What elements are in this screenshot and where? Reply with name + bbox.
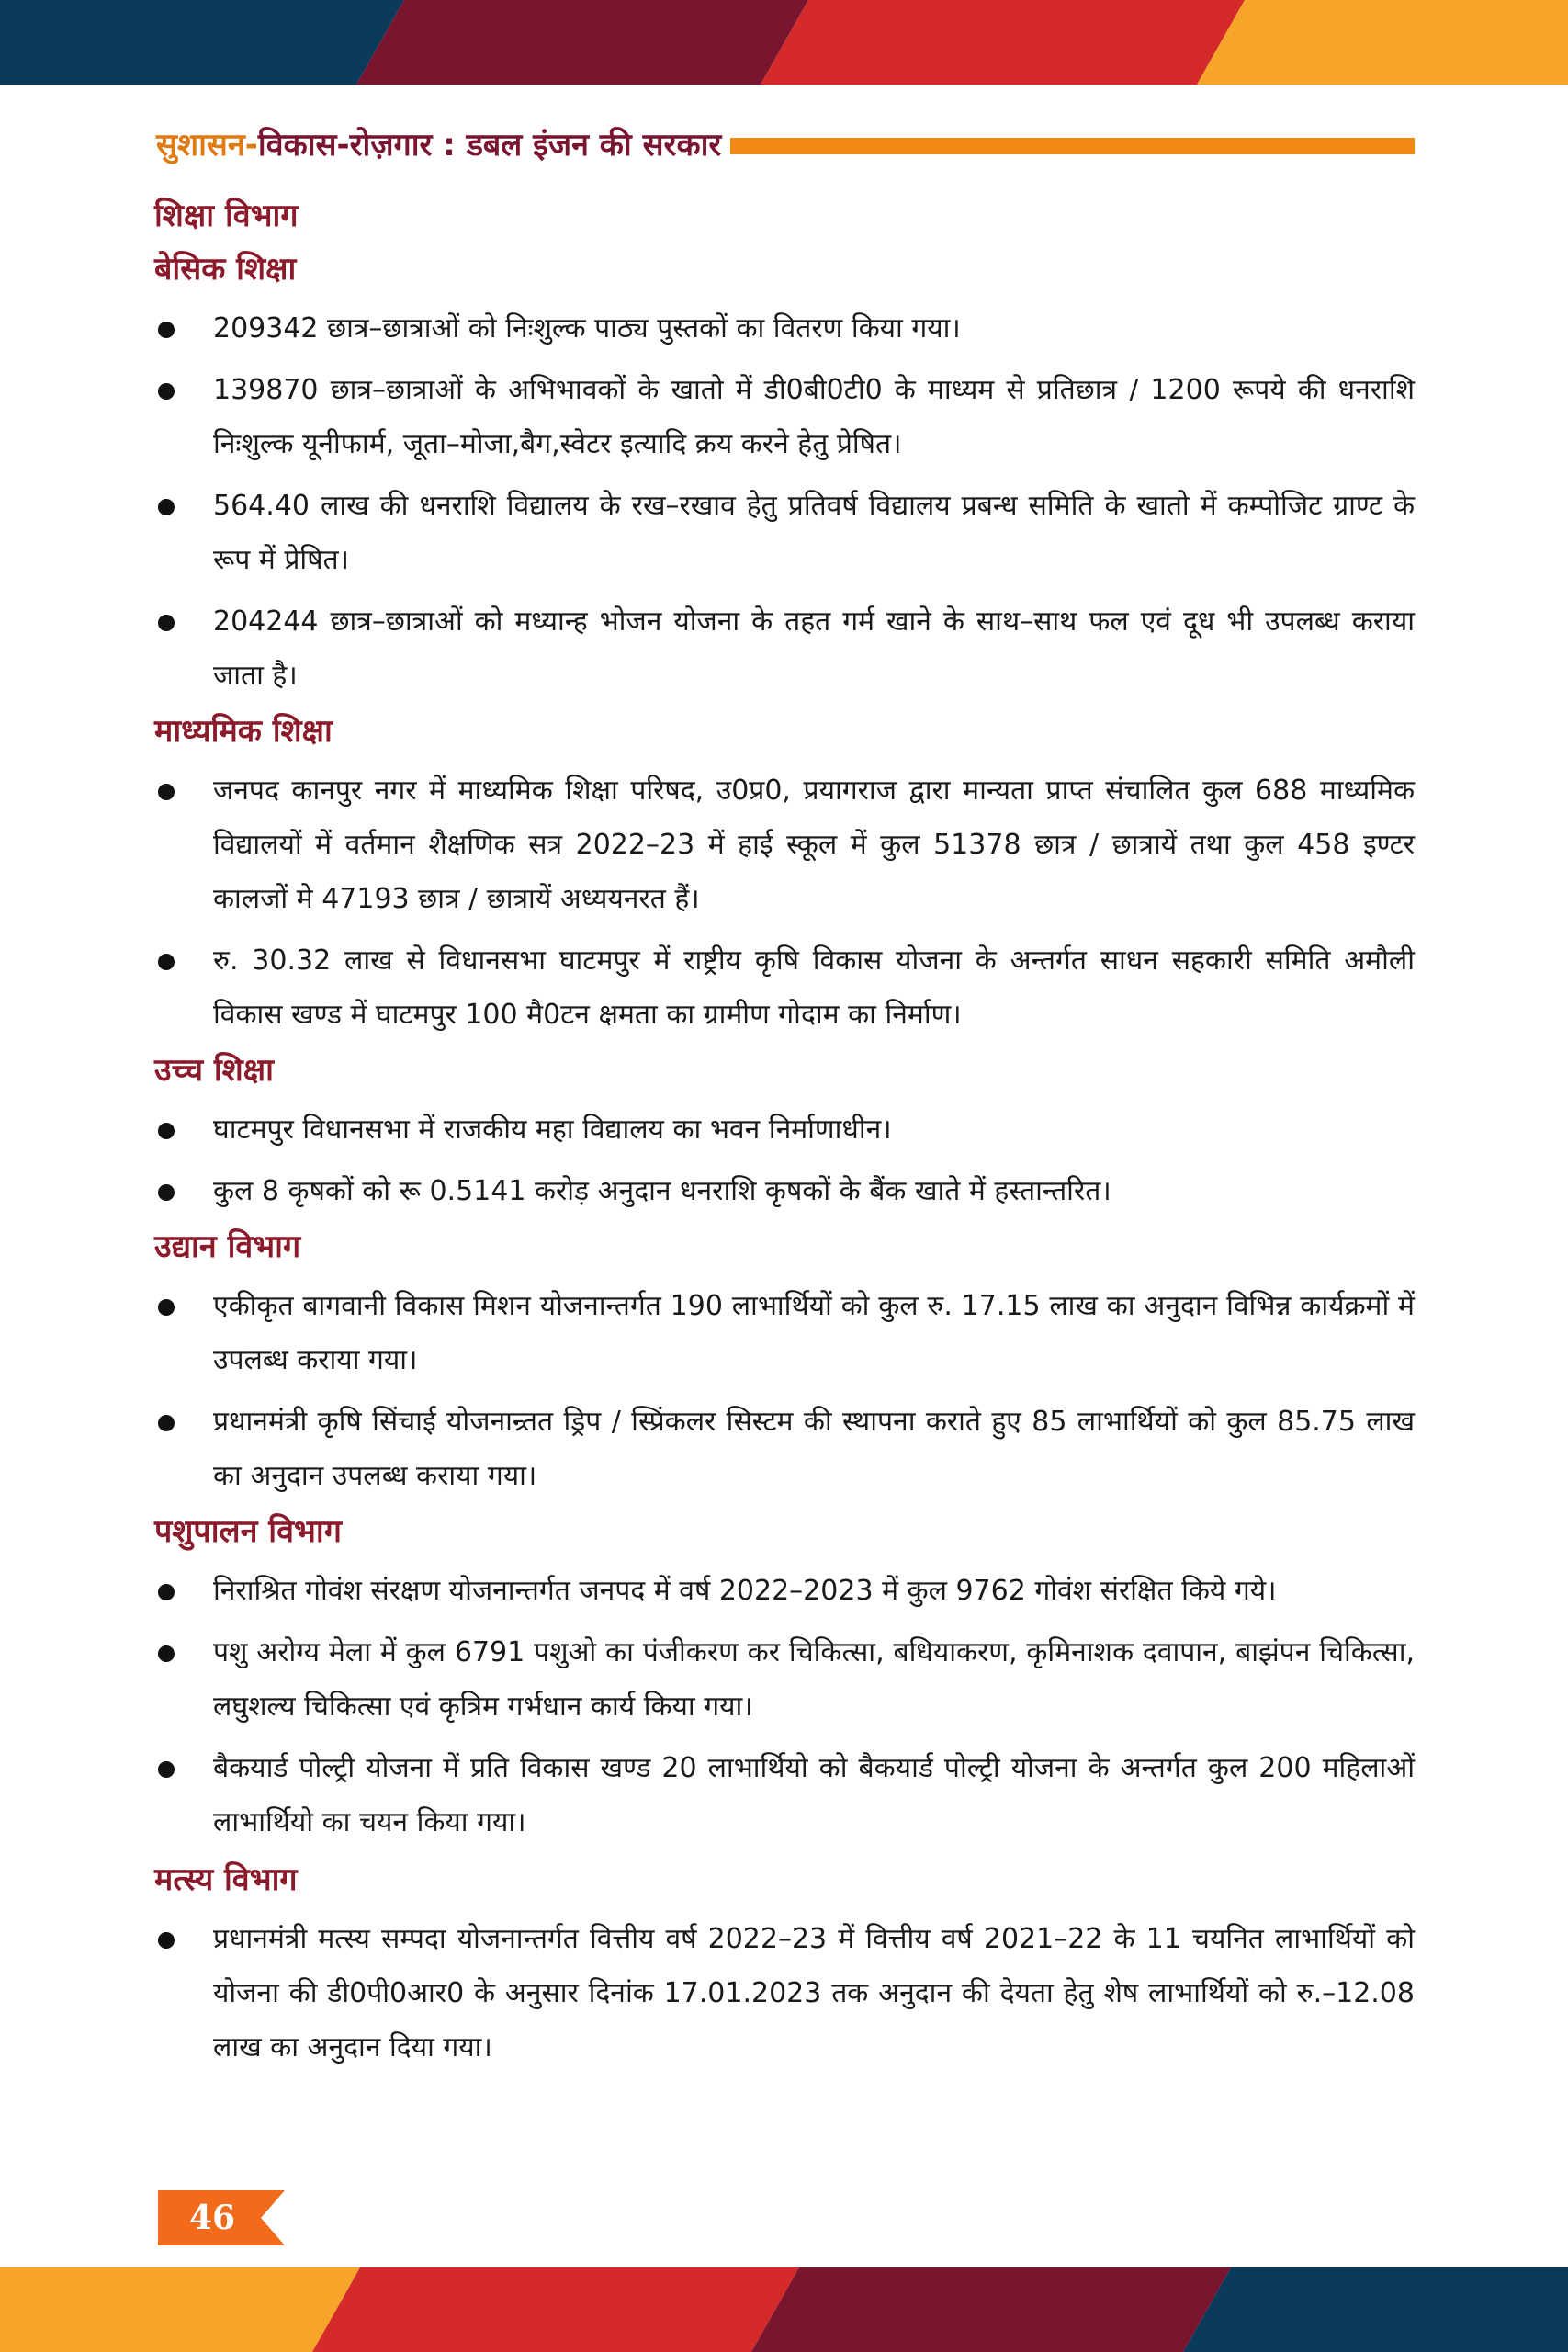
running-header <box>156 125 1415 165</box>
list-item: निराश्रित गोवंश संरक्षण योजनान्तर्गत जनपद में वर्ष 2022–2023 में कुल 9762 गोवंश संरक्षित किये गये। <box>154 1564 1415 1618</box>
section-heading-animal-husbandry: पशुपालन विभाग <box>154 1513 342 1550</box>
animal-husbandry-list <box>154 1564 1415 1849</box>
list-item: घाटमपुर विधानसभा में राजकीय महा विद्यालय का भवन निर्माणाधीन। <box>154 1102 1415 1157</box>
secondary-education-list <box>154 763 1415 1042</box>
list-item: 204244 छात्र–छात्राओं को मध्यान्ह भोजन योजना के तहत गर्म खाने के साथ–साथ फल एवं दूध भी उपलब्ध कराया जाता है। <box>154 594 1415 703</box>
list-item: पशु अरोग्य मेला में कुल 6791 पशुओ का पंजीकरण कर चिकित्सा, बधियाकरण, कृमिनाशक दवापान, बाझंपन चिकित्सा, लघुशल्य चिकित्सा एवं कृत्रिम गर्भधान कार्य किया गया। <box>154 1625 1415 1734</box>
page-number-tab <box>158 2190 287 2245</box>
header-title-seg3: रोज़गार : डबल इंजन की सरकार <box>349 127 722 164</box>
list-item: प्रधानमंत्री मत्स्य सम्पदा योजनान्तर्गत वित्तीय वर्ष 2022–23 में वित्तीय वर्ष 2021–22 के 11 चयनित लाभार्थियों को योजना की डी0पी0आर0 के अनुसार दिनांक 17.01.2023 तक अनुदान की देयता हेतु शेष लाभार्थियों को रु.–12.08 लाख का अनुदान दिया गया। <box>154 1912 1415 2075</box>
fisheries-list <box>154 1912 1415 2075</box>
section-heading-horticulture: उद्यान विभाग <box>154 1228 301 1265</box>
list-item: कुल 8 कृषकों को रू 0.5141 करोड़ अनुदान धनराशि कृषकों के बैंक खाते में हस्तान्तरित। <box>154 1164 1415 1218</box>
list-item: एकीकृत बागवानी विकास मिशन योजनान्तर्गत 190 लाभार्थियों को कुल रु. 17.15 लाख का अनुदान विभिन्न कार्यक्रमों में उपलब्ध कराया गया। <box>154 1279 1415 1387</box>
list-item: बैकयार्ड पोल्ट्री योजना में प्रति विकास खण्ड 20 लाभार्थियो को बैकयार्ड पोल्ट्री योजना के अन्तर्गत कुल 200 महिलाओं लाभार्थियो का चयन किया गया। <box>154 1741 1415 1849</box>
list-item: 209342 छात्र–छात्राओं को निःशुल्क पाठ्य पुस्तकों का वितरण किया गया। <box>154 301 1415 356</box>
horticulture-list <box>154 1279 1415 1503</box>
header-title-seg2: विकास- <box>257 127 350 164</box>
list-item: 139870 छात्र–छात्राओं के अभिभावकों के खातो में डी0बी0टी0 के माध्यम से प्रतिछात्र / 1200 रूपये की धनराशि निःशुल्क यूनीफार्म, जूता–मोजा,बैग,स्वेटर इत्यादि क्रय करने हेतु प्रेषित। <box>154 363 1415 471</box>
section-heading-secondary-education: माध्यमिक शिक्षा <box>154 713 333 750</box>
page-number: 46 <box>188 2199 236 2237</box>
section-heading-higher-education: उच्च शिक्षा <box>154 1052 274 1089</box>
header-title <box>156 125 721 165</box>
header-rule <box>730 138 1415 154</box>
bottom-decorative-band <box>0 2267 1568 2352</box>
list-item: रु. 30.32 लाख से विधानसभा घाटमपुर में राष्ट्रीय कृषि विकास योजना के अन्तर्गत साधन सहकारी समिति अमौली विकास खण्ड में घाटमपुर 100 मै0टन क्षमता का ग्रामीण गोदाम का निर्माण। <box>154 933 1415 1042</box>
header-title-seg1: सुशासन- <box>156 127 258 164</box>
list-item: जनपद कानपुर नगर में माध्यमिक शिक्षा परिषद, उ0प्र0, प्रयागराज द्वारा मान्यता प्राप्त संचालित कुल 688 माध्यमिक विद्यालयों में वर्तमान शैक्षणिक सत्र 2022–23 में हाई स्कूल में कुल 51378 छात्र / छात्रायें तथा कुल 458 इण्टर कालजों मे 47193 छात्र / छात्रायें अध्ययनरत हैं। <box>154 763 1415 926</box>
top-decorative-band <box>0 0 1568 85</box>
list-item: प्रधानमंत्री कृषि सिंचाई योजनान्र्तत ड्रिप / स्प्रिंकलर सिस्टम की स्थापना कराते हुए 85 लाभार्थियों को कुल 85.75 लाख का अनुदान उपलब्ध कराया गया। <box>154 1395 1415 1503</box>
section-heading-fisheries: मत्स्य विभाग <box>154 1861 298 1898</box>
list-item: 564.40 लाख की धनराशि विद्यालय के रख–रखाव हेतु प्रतिवर्ष विद्यालय प्रबन्ध समिति के खातो में कम्पोजिट ग्राण्ट के रूप में प्रेषित। <box>154 479 1415 587</box>
higher-education-list <box>154 1102 1415 1218</box>
section-heading-education: शिक्षा विभाग <box>154 198 299 234</box>
page-content <box>154 195 1415 2082</box>
basic-education-list <box>154 301 1415 703</box>
section-heading-basic-education: बेसिक शिक्षा <box>154 251 297 288</box>
